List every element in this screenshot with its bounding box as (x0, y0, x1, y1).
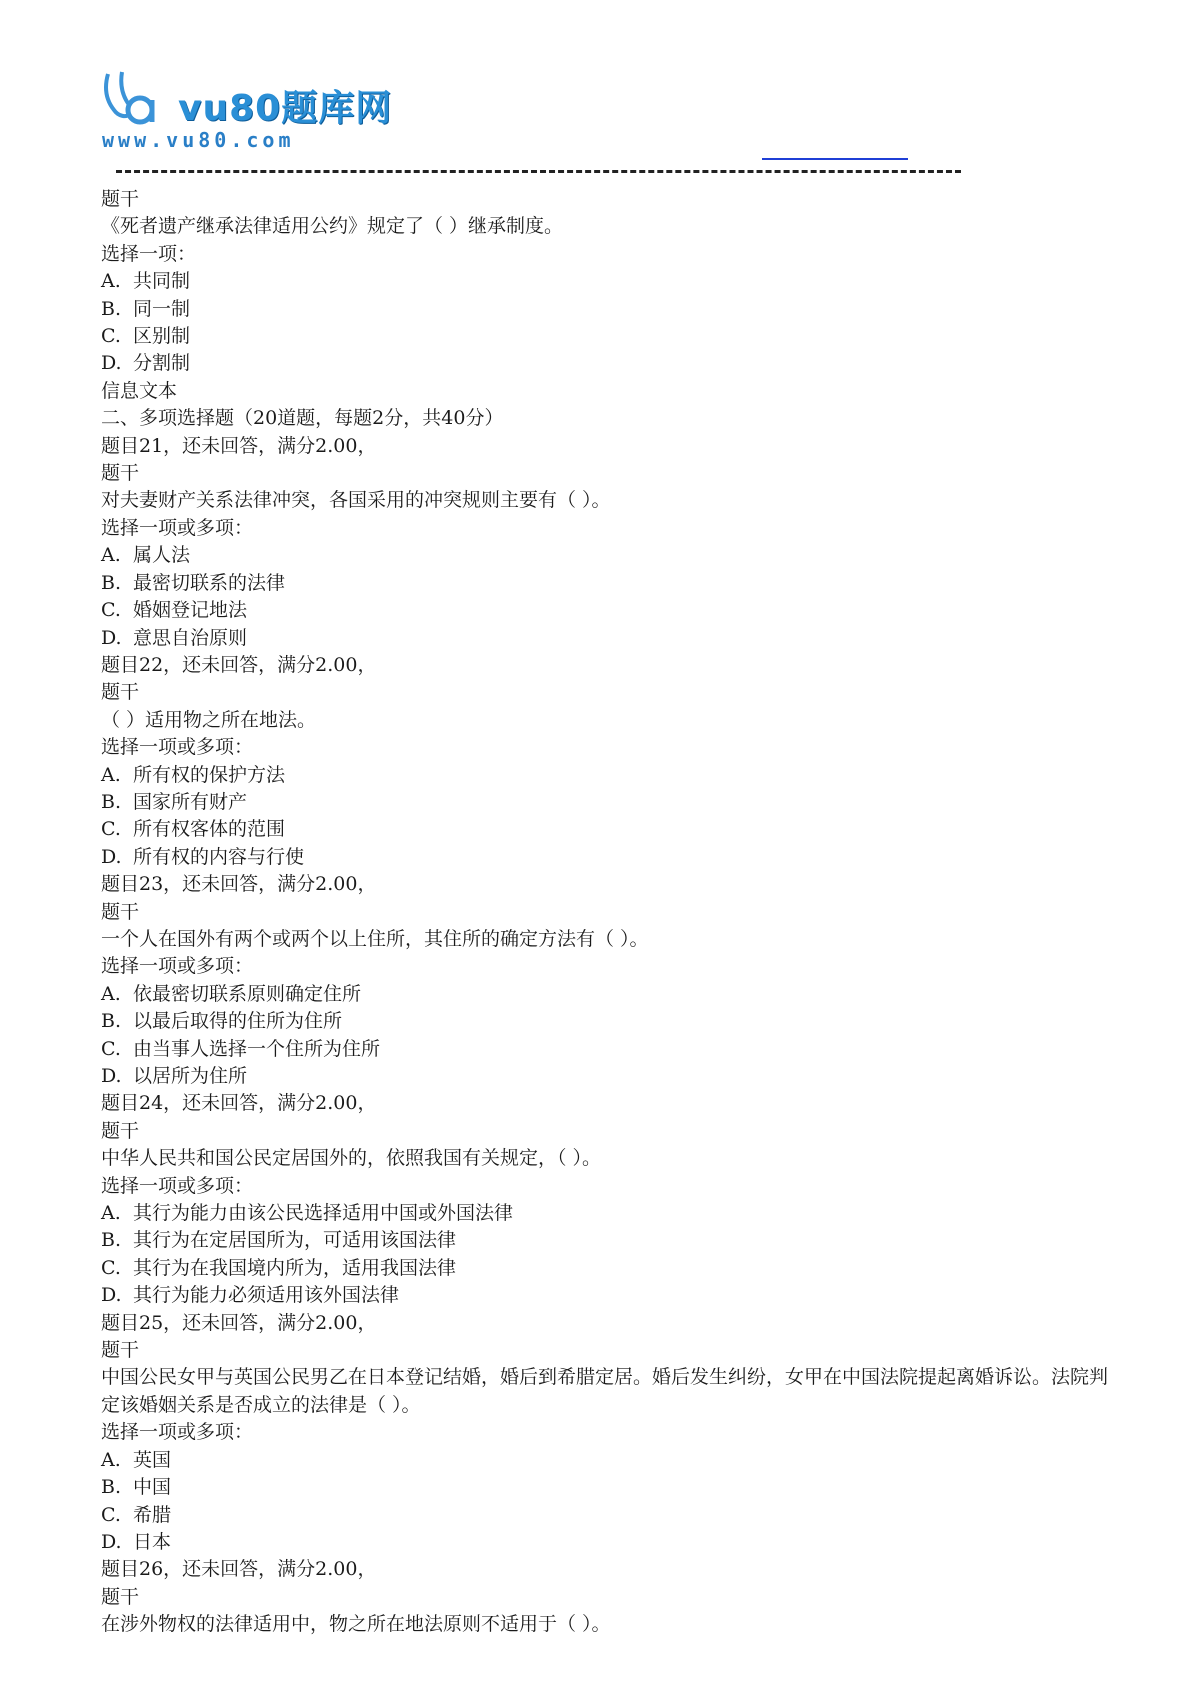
option-item (101, 1447, 1111, 1474)
section-label: 题目26，还未回答，满分2.00， (101, 1558, 377, 1581)
section-label: 题干 (101, 1585, 140, 1608)
option-letter: B. (101, 297, 122, 320)
option-item (101, 625, 1111, 652)
option-letter: C. (101, 1037, 121, 1060)
option-item (101, 1008, 1111, 1035)
option-letter: C. (101, 1503, 121, 1526)
option-letter: B. (101, 1229, 122, 1252)
option-item (101, 323, 1111, 350)
option-text: 意思自治原则 (133, 626, 248, 649)
option-letter: A. (101, 270, 121, 293)
question-stem: 《死者遗产继承法律适用公约》规定了（ ）继承制度。 (101, 215, 564, 238)
option-text: 区别制 (133, 325, 191, 348)
option-letter: A. (101, 1202, 121, 1225)
option-letter: D. (101, 352, 122, 375)
option-item (101, 268, 1111, 295)
option-text: 国家所有财产 (133, 790, 248, 813)
question-stem: 中华人民共和国公民定居国外的，依照我国有关规定，（ ）。 (101, 1147, 602, 1170)
option-item (101, 597, 1111, 624)
option-item (101, 981, 1111, 1008)
option-text: 英国 (133, 1448, 172, 1471)
option-item (101, 350, 1111, 377)
option-item (101, 789, 1111, 816)
option-item (101, 1502, 1111, 1529)
option-text: 所有权的保护方法 (133, 763, 286, 786)
option-letter: B. (101, 790, 122, 813)
section-label: 选择一项或多项： (101, 955, 254, 978)
section-label: 题干 (101, 900, 140, 923)
option-letter: D. (101, 1530, 122, 1553)
option-letter: C. (101, 325, 121, 348)
option-item (101, 1227, 1111, 1254)
section-label: 题干 (101, 1339, 140, 1362)
option-text: 最密切联系的法律 (133, 571, 286, 594)
option-item (101, 1529, 1111, 1556)
section-label: 选择一项或多项： (101, 516, 254, 539)
header-divider (116, 170, 961, 173)
question-stem: （ ）适用物之所在地法。 (101, 708, 317, 731)
section-label: 题目24，还未回答，满分2.00， (101, 1092, 377, 1115)
option-item (101, 570, 1111, 597)
option-item (101, 542, 1111, 569)
option-text: 日本 (133, 1530, 172, 1553)
question-stem: 在涉外物权的法律适用中，物之所在地法原则不适用于（ ）。 (101, 1613, 611, 1636)
option-text: 所有权客体的范围 (133, 818, 286, 841)
option-item (101, 1474, 1111, 1501)
option-text: 中国 (133, 1476, 172, 1499)
option-item (101, 1063, 1111, 1090)
option-text: 由当事人选择一个住所为住所 (133, 1037, 381, 1060)
header-link[interactable] (762, 158, 908, 160)
question-stem: 对夫妻财产关系法律冲突，各国采用的冲突规则主要有（ ）。 (101, 489, 611, 512)
question-content (101, 186, 1111, 1639)
section-label: 题干 (101, 462, 140, 485)
option-item (101, 1036, 1111, 1063)
option-letter: D. (101, 1065, 122, 1087)
option-letter: A. (101, 544, 121, 567)
section-label: 选择一项或多项： (101, 736, 254, 759)
section-label: 题目21，还未回答，满分2.00， (101, 434, 377, 457)
section-label: 二、多项选择题（20道题，每题2分，共40分） (101, 407, 504, 430)
option-item (101, 1282, 1111, 1309)
site-logo (100, 70, 393, 160)
option-letter: B. (101, 1476, 122, 1499)
option-letter: D. (101, 1284, 122, 1307)
option-item (101, 1200, 1111, 1227)
option-text: 其行为在我国境内所为，适用我国法律 (133, 1256, 457, 1279)
option-item (101, 816, 1111, 843)
option-letter: D. (101, 845, 122, 868)
section-label: 题干 (101, 1119, 140, 1142)
option-letter: B. (101, 571, 122, 594)
option-text: 以居所为住所 (133, 1065, 248, 1087)
option-item (101, 762, 1111, 789)
option-text: 其行为能力必须适用该外国法律 (133, 1284, 400, 1307)
question-stem: 中国公民女甲与英国公民男乙在日本登记结婚，婚后到希腊定居。婚后发生纠纷，女甲在中国法院提起离婚诉讼。法院判定该婚姻关系是否成立的法律是（ ）。 (101, 1366, 1109, 1416)
option-letter: B. (101, 1010, 122, 1033)
option-text: 同一制 (133, 297, 191, 320)
section-label: 选择一项： (101, 242, 197, 265)
option-text: 希腊 (133, 1503, 172, 1526)
section-label: 题干 (101, 681, 140, 704)
option-letter: C. (101, 599, 121, 622)
option-text: 分割制 (133, 352, 191, 375)
option-item (101, 1255, 1111, 1282)
option-text: 其行为能力由该公民选择适用中国或外国法律 (133, 1202, 514, 1225)
section-label: 信息文本 (101, 379, 178, 402)
option-letter: A. (101, 1448, 121, 1471)
option-letter: C. (101, 1256, 121, 1279)
section-label: 选择一项或多项： (101, 1174, 254, 1197)
section-label: 题目25，还未回答，满分2.00， (101, 1311, 377, 1334)
option-text: 婚姻登记地法 (133, 599, 248, 622)
option-text: 依最密切联系原则确定住所 (133, 982, 362, 1005)
option-letter: C. (101, 818, 121, 841)
logo-brand-text: vu80题库网 (178, 88, 393, 129)
section-label: 选择一项或多项： (101, 1421, 254, 1444)
option-text: 属人法 (133, 544, 191, 567)
option-letter: A. (101, 763, 121, 786)
question-stem: 一个人在国外有两个或两个以上住所，其住所的确定方法有（ ）。 (101, 927, 649, 950)
option-item (101, 844, 1111, 871)
section-label: 题干 (101, 188, 140, 210)
rabbit-icon (100, 70, 180, 130)
option-text: 以最后取得的住所为住所 (133, 1010, 343, 1033)
option-item (101, 296, 1111, 323)
option-text: 所有权的内容与行使 (133, 845, 305, 868)
option-letter: A. (101, 982, 121, 1005)
logo-url-text: www.vu80.com (102, 128, 295, 152)
option-letter: D. (101, 626, 122, 649)
option-text: 共同制 (133, 270, 191, 293)
section-label: 题目22，还未回答，满分2.00， (101, 653, 377, 676)
section-label: 题目23，还未回答，满分2.00， (101, 873, 377, 896)
option-text: 其行为在定居国所为，可适用该国法律 (133, 1229, 457, 1252)
